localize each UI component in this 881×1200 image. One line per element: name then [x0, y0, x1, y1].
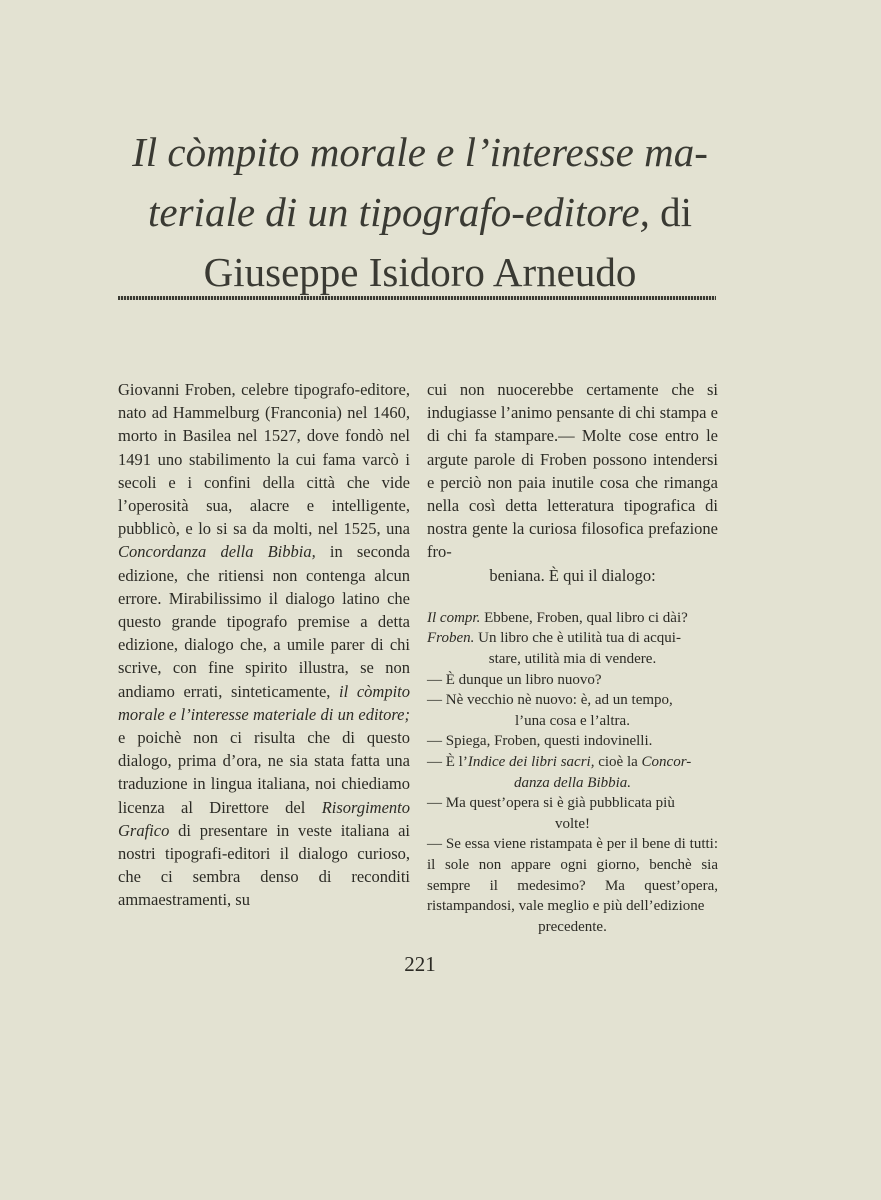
dialogue-italic: Indice dei libri sacri, [467, 753, 595, 770]
left-text-4: di presentare in veste italiana ai nostri tipografi-editori il dialogo curioso, che ci sembra denso di reconditi ammaestramenti, su [118, 820, 410, 910]
dialogue-continuation [427, 773, 718, 794]
dialogue-text: — È l’ [427, 753, 468, 770]
dialogue-continuation: stare, utilità mia di vendere. [488, 651, 657, 668]
left-italic-3: Risorgimento Grafico [118, 797, 410, 840]
left-italic-1: Concordanza della Bibbia, [118, 542, 316, 562]
dialogue-line: — Se essa viene ristampata è per il bene di tutti: il sole non appare ogni giorno, benchè sia sempre il medesimo? Ma quest’opera, ristampandosi, vale meglio e più dell’edizione [427, 836, 718, 915]
article-title [118, 122, 722, 302]
dialogue-text: Un libro che è utilità tua di acqui- [474, 630, 681, 647]
left-column [118, 378, 410, 912]
dialogue-italic: Concor- [641, 753, 692, 770]
right-paragraph-last-line: beniana. È qui il dialogo: [489, 565, 656, 585]
dialogue-line [427, 752, 718, 773]
dialogue-line: — Spiega, Froben, questi indovinelli. [427, 733, 653, 750]
left-text-3: e poichè non ci risulta che di questo dialogo, prima d’ora, ne sia stata fatta una traduzione in lingua italiana, noi chiediamo licenza al Direttore del [118, 728, 410, 817]
dialogue-continuation: volte! [555, 815, 590, 832]
title-line-2 [118, 182, 722, 242]
left-text-1: Giovanni Froben, celebre tipografo-editore, nato ad Hammelburg (Franconia) nel 1460, morto in Basilea nel 1527, dove fondò nel 1491 uno stabilimento la cui fama varcò i secoli e i confini della città che vide l’operosità sua, alacre e intelligente, pubblicò, e lo si sa da molti, nel 1525, una [118, 380, 410, 539]
dialogue [427, 608, 718, 938]
dialogue-line [427, 628, 718, 649]
dialogue-text: Ebbene, Froben, qual libro ci dài? [480, 609, 688, 626]
dialogue-continuation: precedente. [538, 918, 607, 935]
dialogue-line: — Ma quest’opera si è già pubblicata più [427, 795, 675, 812]
right-column [427, 378, 718, 937]
title-line-1: Il còmpito morale e l’interesse ma- [132, 129, 708, 175]
dialogue-line: — È dunque un libro nuovo? [427, 671, 602, 688]
dialogue-italic: danza della Bibbia. [513, 774, 632, 791]
page-number: 221 [404, 952, 436, 976]
right-paragraph: cui non nuocerebbe certamente che si indugiasse l’animo pensante di chi stampa e di chi fa stampare.— Molte cose entro le argute parole di Froben possono intendersi e perciò non paia inutile cosa che rimanga nella così detta letteratura tipografica di nostra gente la curiosa filosofica prefazione fro- [427, 380, 718, 562]
left-italic-2: il còmpito morale e l’interesse materiale di un editore; [118, 681, 410, 724]
title-line-2-italic: teriale di un tipografo-editore, [148, 189, 650, 235]
left-paragraph [118, 378, 410, 912]
title-divider [118, 296, 716, 300]
author-name: Giuseppe Isidoro Arneudo [203, 249, 637, 295]
dialogue-continuation: l’una cosa e l’altra. [515, 712, 630, 729]
speaker-froben: Froben. [427, 630, 475, 647]
title-line-2-rest: di [649, 189, 692, 235]
dialogue-line [427, 608, 718, 629]
dialogue-text: cioè la [594, 753, 642, 770]
speaker-buyer: Il compr. [427, 609, 481, 626]
left-text-2: in seconda edizione, che ritiensi non contenga alcun errore. Mirabilissimo il dialogo latino che questo grande tipografo premise a detta edizione, dialogo che, a umile parer di chi scrive, con fine spirito illustra, se non andiamo errati, sinteticamente, [118, 542, 410, 701]
dialogue-line: — Nè vecchio nè nuovo: è, ad un tempo, [427, 692, 673, 709]
